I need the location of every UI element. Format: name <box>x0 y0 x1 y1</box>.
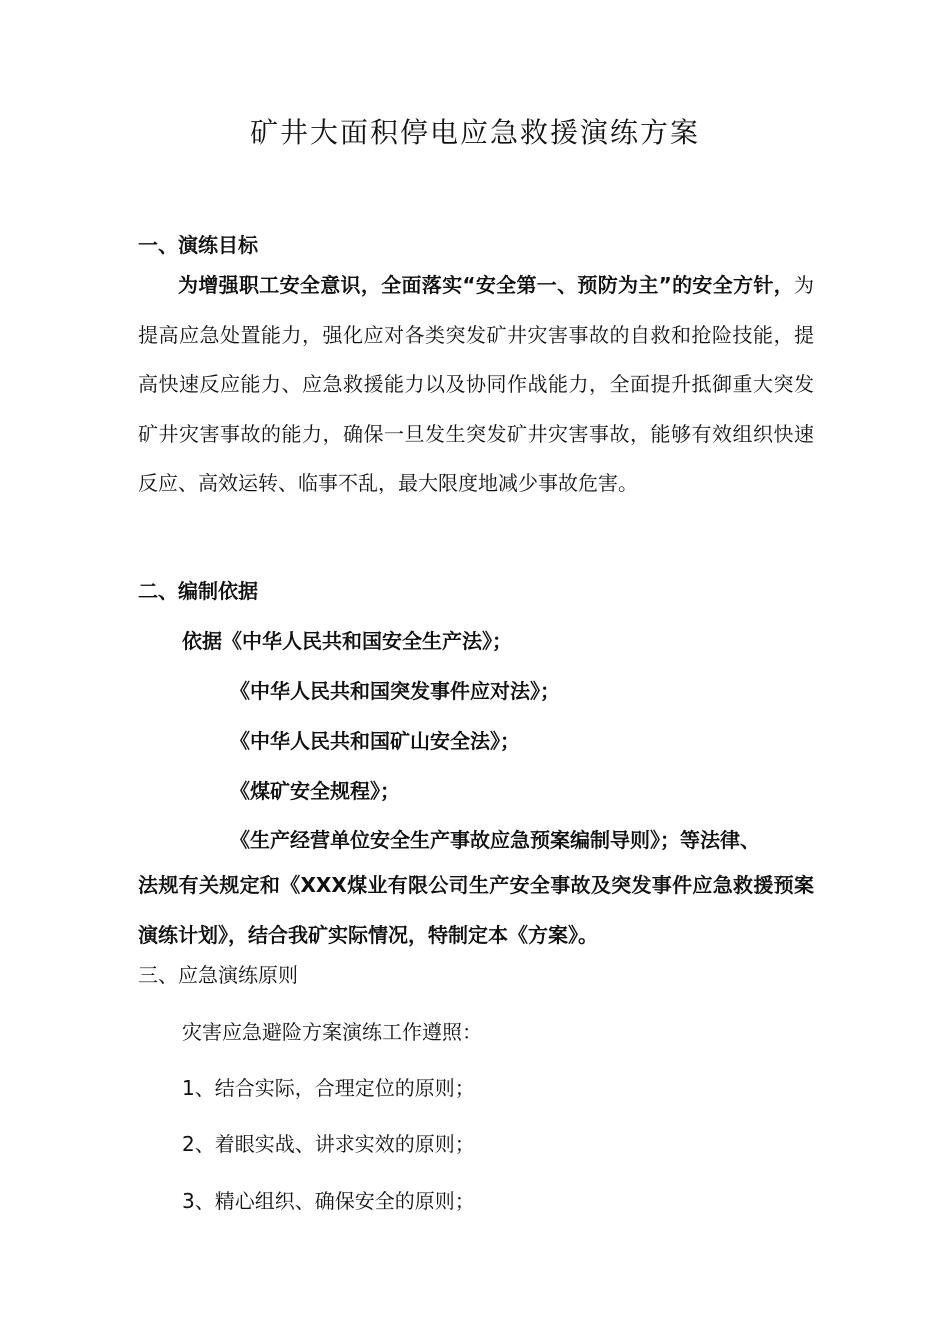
principle-item: 3、精心组织、确保安全的原则； <box>182 1189 475 1213</box>
basis-item: 《中华人民共和国矿山安全法》； <box>230 729 520 753</box>
section-2-paragraph: 法规有关规定和《XXX煤业有限公司生产安全事故及突发事件应急救援预案演练计划》，结合我矿实际情况，特制定本《方案》。 <box>138 873 814 947</box>
principle-item: 1、结合实际，合理定位的原则； <box>182 1076 475 1100</box>
basis-item: 《煤矿安全规程》； <box>230 779 400 803</box>
section-1-paragraph-bold: 为增强职工安全意识，全面落实“安全第一、预防为主”的安全方针， <box>178 273 794 297</box>
section-1-heading: 一、演练目标 <box>138 233 258 257</box>
section-3-heading: 三、应急演练原则 <box>138 963 298 987</box>
section-1-paragraph <box>138 261 814 509</box>
principle-item: 2、着眼实战、讲求实效的原则； <box>182 1132 475 1156</box>
basis-item: 依据《中华人民共和国安全生产法》； <box>182 629 512 653</box>
basis-item: 《中华人民共和国突发事件应对法》； <box>230 679 560 703</box>
basis-item-last: 《生产经营单位安全生产事故应急预案编制导则》；等法律、 <box>230 828 760 852</box>
section-3-intro: 灾害应急避险方案演练工作遵照： <box>182 1020 482 1044</box>
section-2-heading: 二、编制依据 <box>138 579 258 603</box>
section-1-paragraph-rest: 为提高应急处置能力，强化应对各类突发矿井灾害事故的自救和抢险技能，提高快速反应能力、应急救援能力以及协同作战能力，全面提升抵御重大突发矿井灾害事故的能力，确保一旦发生突发矿井灾害事故，能够有效组织快速反应、高效运转、临事不乱，最大限度地减少事故危害。 <box>138 273 814 495</box>
document-title: 矿井大面积停电应急救援演练方案 <box>249 116 700 149</box>
